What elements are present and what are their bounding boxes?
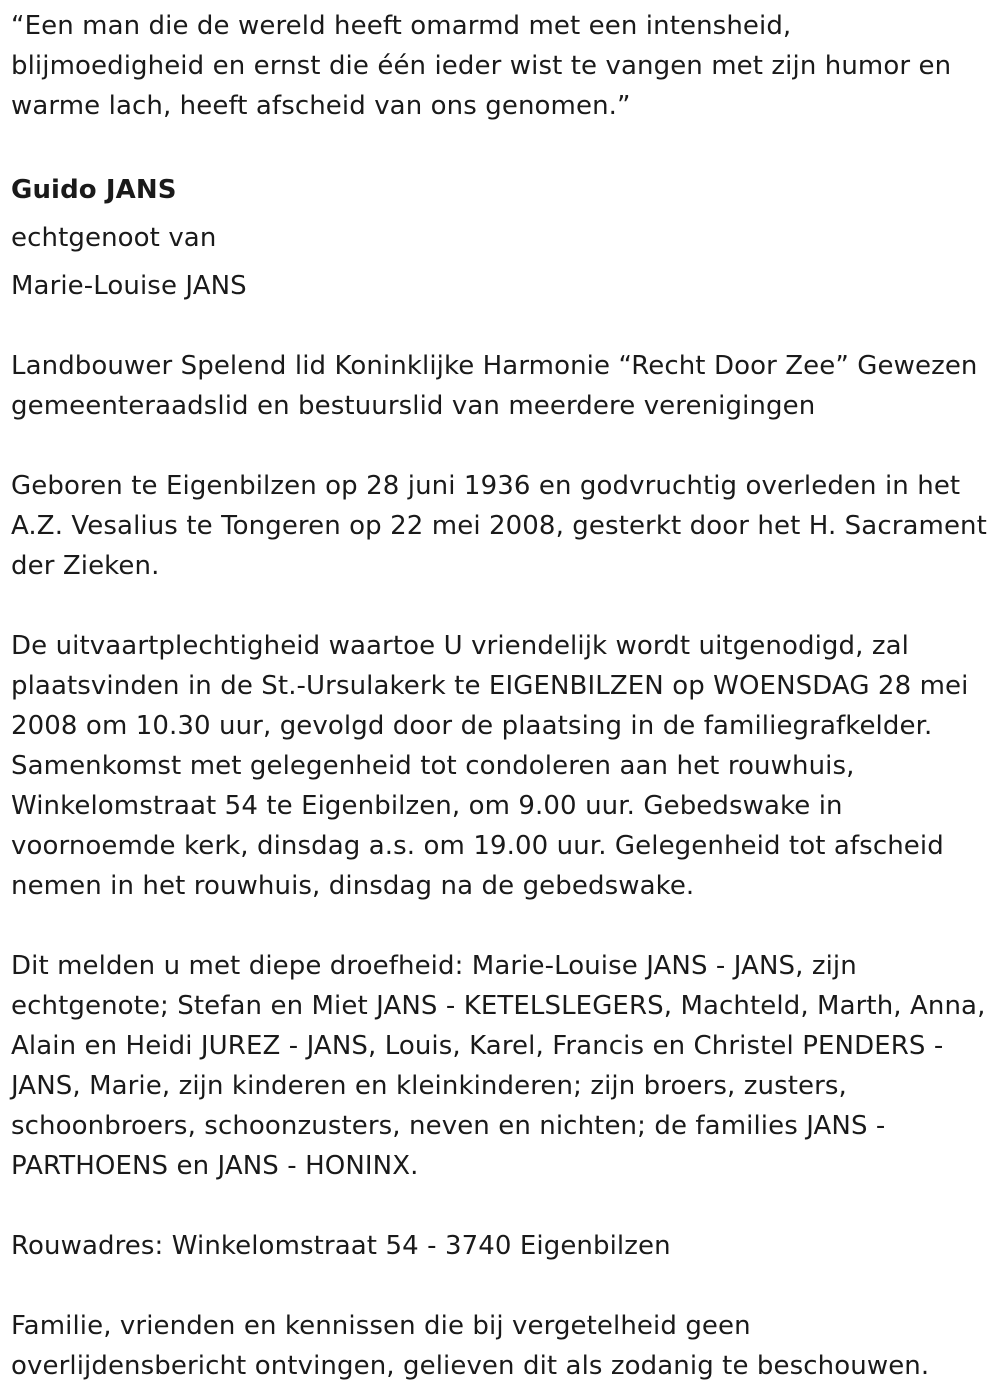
birth-death-paragraph: Geboren te Eigenbilzen op 28 juni 1936 en godvruchtig overleden in het A.Z. Vesalius te Tongeren op 22 mei 2008, gesterkt door het H. Sacrament der Zieken. xyxy=(11,471,987,581)
partner-name: Marie-Louise JANS xyxy=(11,271,247,301)
closing-paragraph: Familie, vrienden en kennissen die bij vergetelheid geen overlijdensbericht ontvingen, gelieven dit als zodanig te beschouwen. xyxy=(11,1311,930,1381)
opening-quote: “Een man die de wereld heeft omarmd met een intensheid, blijmoedigheid en ernst die één ieder wist te vangen met zijn humor en warme lach, heeft afscheid van ons genomen.” xyxy=(11,11,952,121)
address-paragraph: Rouwadres: Winkelomstraat 54 - 3740 Eigenbilzen xyxy=(11,1231,671,1261)
obituary-document xyxy=(11,0,991,1386)
announcement-paragraph: Dit melden u met diepe droefheid: Marie-Louise JANS - JANS, zijn echtgenote; Stefan en Miet JANS - KETELSLEGERS, Machteld, Marth, Anna, Alain en Heidi JUREZ - JANS, Louis, Karel, Francis en Christel PENDERS - JANS, Marie, zijn kinderen en kleinkinderen; zijn broers, zusters, schoonbroers, schoonzusters, neven en nichten; de families JANS - PARTHOENS en JANS - HONINX. xyxy=(11,951,986,1181)
relation-text: echtgenoot van xyxy=(11,223,217,253)
funeral-paragraph: De uitvaartplechtigheid waartoe U vriendelijk wordt uitgenodigd, zal plaatsvinden in de St.-Ursulakerk te EIGENBILZEN op WOENSDAG 28 mei 2008 om 10.30 uur, gevolgd door de plaatsing in de familiegrafkelder. Samenkomst met gelegenheid tot condoleren aan het rouwhuis, Winkelomstraat 54 te Eigenbilzen, om 9.00 uur. Gebedswake in voornoemde kerk, dinsdag a.s. om 19.00 uur. Gelegenheid tot afscheid nemen in het rouwhuis, dinsdag na de gebedswake. xyxy=(11,631,969,901)
deceased-name: Guido JANS xyxy=(11,175,177,205)
titles-paragraph: Landbouwer Spelend lid Koninklijke Harmonie “Recht Door Zee” Gewezen gemeenteraadslid en bestuurslid van meerdere verenigingen xyxy=(11,351,978,421)
